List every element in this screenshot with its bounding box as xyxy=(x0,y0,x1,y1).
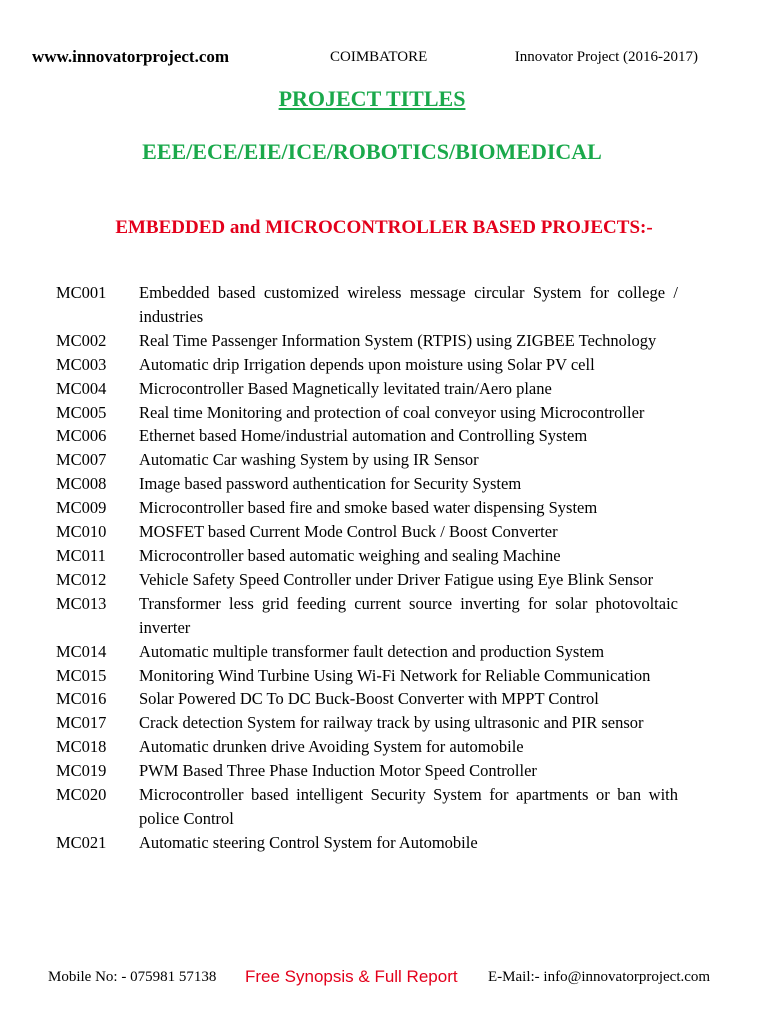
project-title: Image based password authentication for Security System xyxy=(139,474,522,494)
project-title: Automatic drip Irrigation depends upon moisture using Solar PV cell xyxy=(139,354,595,374)
project-title: Crack detection System for railway track by using ultrasonic and PIR sensor xyxy=(139,713,644,733)
project-title: Real Time Passenger Information System (RTPIS) using ZIGBEE Technology xyxy=(139,330,657,350)
project-title: Microcontroller based intelligent Security System for apartments or ban with police Control xyxy=(139,785,678,828)
project-code: MC016 xyxy=(56,689,107,709)
project-code: MC020 xyxy=(56,785,107,805)
project-list xyxy=(56,281,678,855)
website-link[interactable]: www.innovatorproject.com xyxy=(32,47,230,66)
project-row xyxy=(56,329,678,353)
project-title: Microcontroller based fire and smoke based water dispensing System xyxy=(139,498,598,518)
project-code: MC007 xyxy=(56,450,107,470)
project-code: MC012 xyxy=(56,569,107,589)
project-title: PWM Based Three Phase Induction Motor Speed Controller xyxy=(139,761,537,781)
project-code: MC011 xyxy=(56,545,106,565)
project-code: MC015 xyxy=(56,665,107,685)
project-code: MC019 xyxy=(56,761,107,781)
project-row xyxy=(56,735,678,759)
project-code: MC009 xyxy=(56,498,107,518)
project-title: MOSFET based Current Mode Control Buck / Boost Converter xyxy=(139,522,558,542)
project-code: MC003 xyxy=(56,354,107,374)
page-title: PROJECT TITLES xyxy=(278,86,466,111)
project-row xyxy=(56,424,678,448)
project-row xyxy=(56,783,678,831)
project-title: Solar Powered DC To DC Buck-Boost Converter with MPPT Control xyxy=(139,689,599,709)
project-code: MC001 xyxy=(56,283,107,302)
project-title: Monitoring Wind Turbine Using Wi-Fi Network for Reliable Communication xyxy=(139,665,651,685)
project-code: MC018 xyxy=(56,737,107,757)
project-title: Real time Monitoring and protection of coal conveyor using Microcontroller xyxy=(139,402,645,422)
project-row xyxy=(56,640,678,664)
project-code: MC008 xyxy=(56,474,107,494)
project-title: Automatic steering Control System for Automobile xyxy=(139,832,478,852)
project-title: Microcontroller based automatic weighing and sealing Machine xyxy=(139,545,561,565)
project-row xyxy=(56,353,678,377)
project-code: MC021 xyxy=(56,832,107,852)
project-row xyxy=(56,664,678,688)
project-code: MC017 xyxy=(56,713,107,733)
project-row xyxy=(56,472,678,496)
project-row xyxy=(56,687,678,711)
project-row xyxy=(56,448,678,472)
project-row xyxy=(56,711,678,735)
project-code: MC014 xyxy=(56,641,107,661)
project-row xyxy=(56,759,678,783)
project-code: MC006 xyxy=(56,426,107,446)
project-title: Embedded based customized wireless message circular System for college / industries xyxy=(139,283,678,326)
project-row xyxy=(56,401,678,425)
project-code: MC004 xyxy=(56,378,107,398)
project-row xyxy=(56,544,678,568)
header-city: COIMBATORE xyxy=(330,49,428,65)
project-row xyxy=(56,496,678,520)
project-code: MC005 xyxy=(56,402,107,422)
footer-email[interactable]: E-Mail:- info@innovatorproject.com xyxy=(488,969,711,985)
project-code: MC002 xyxy=(56,330,107,350)
project-title: Automatic drunken drive Avoiding System for automobile xyxy=(139,737,524,757)
departments-title: EEE/ECE/EIE/ICE/ROBOTICS/BIOMEDICAL xyxy=(142,139,602,164)
project-title: Microcontroller Based Magnetically levitated train/Aero plane xyxy=(139,378,552,398)
header-year-label: Innovator Project (2016-2017) xyxy=(514,49,698,65)
footer-mobile: Mobile No: - 075981 57138 xyxy=(48,969,217,985)
project-title: Vehicle Safety Speed Controller under Driver Fatigue using Eye Blink Sensor xyxy=(139,569,654,589)
project-title: Ethernet based Home/industrial automation and Controlling System xyxy=(139,426,588,446)
project-row xyxy=(56,592,678,640)
section-heading: EMBEDDED and MICROCONTROLLER BASED PROJECTS:- xyxy=(115,217,653,238)
project-title: Automatic Car washing System by using IR Sensor xyxy=(139,450,479,470)
page-footer xyxy=(48,966,728,990)
project-code: MC013 xyxy=(56,593,107,613)
footer-offer: Free Synopsis & Full Report xyxy=(245,967,458,986)
project-row xyxy=(56,377,678,401)
project-code: MC010 xyxy=(56,522,107,542)
project-title: Automatic multiple transformer fault detection and production System xyxy=(139,641,605,661)
project-title: Transformer less grid feeding current source inverting for solar photovoltaic inverter xyxy=(139,593,678,637)
project-row xyxy=(56,281,678,329)
project-row xyxy=(56,520,678,544)
project-row xyxy=(56,568,678,592)
page-header xyxy=(32,47,722,71)
project-row xyxy=(56,831,678,855)
